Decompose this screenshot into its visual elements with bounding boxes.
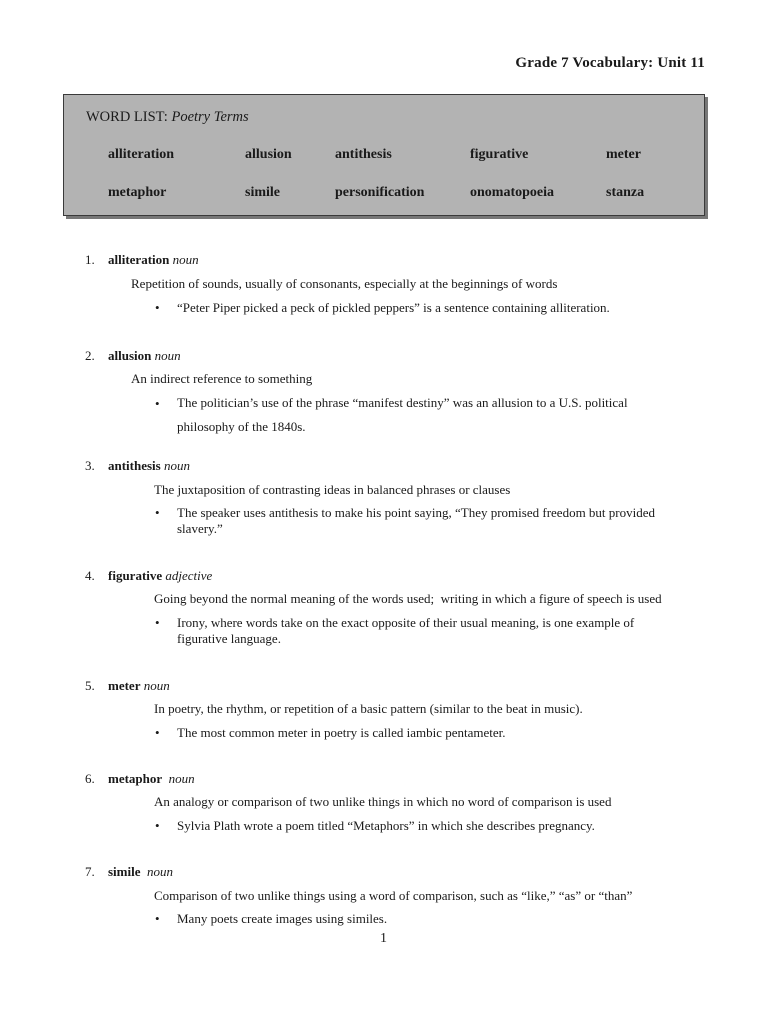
entry-term: allusion — [108, 348, 152, 363]
entry-heading — [108, 864, 173, 880]
word-list-box — [63, 94, 705, 216]
entry-term: alliteration — [108, 252, 170, 267]
entry-term: figurative — [108, 568, 163, 583]
entry-part-of-speech: noun — [147, 864, 173, 879]
entry-heading — [108, 252, 199, 268]
entry-definition: An indirect reference to something — [131, 371, 313, 386]
entry-heading — [108, 458, 190, 474]
entry-part-of-speech: noun — [143, 678, 170, 693]
entry-example: The speaker uses antithesis to make his point saying, “They promised freedom but provided slavery.” — [177, 505, 655, 536]
entry-term: metaphor — [108, 771, 163, 786]
entry-number: 4. — [85, 568, 95, 583]
bullet-icon: • — [155, 615, 160, 630]
entry-definition: In poetry, the rhythm, or repetition of a basic pattern (similar to the beat in music). — [154, 701, 583, 716]
entry-number: 6. — [85, 771, 95, 786]
entry-number: 1. — [85, 252, 95, 267]
bullet-icon: • — [155, 396, 160, 411]
entry-example: The politician’s use of the phrase “manifest destiny” was an allusion to a U.S. political philosophy of the 1840s. — [177, 395, 628, 434]
entry-term: antithesis — [108, 458, 161, 473]
bullet-icon: • — [155, 300, 160, 315]
word-list-item: stanza — [606, 185, 645, 200]
word-list-item: allusion — [245, 147, 292, 162]
word-list-item: alliteration — [108, 147, 175, 162]
entry-definition: An analogy or comparison of two unlike things in which no word of comparison is used — [154, 794, 612, 809]
word-list-item: antithesis — [335, 147, 392, 162]
word-list-label: WORD LIST: — [86, 109, 172, 125]
page-title: Grade 7 Vocabulary: Unit 11 — [515, 55, 705, 71]
bullet-icon: • — [155, 505, 160, 520]
bullet-icon: • — [155, 911, 160, 926]
word-list-item: figurative — [470, 147, 529, 162]
entry-term: simile — [108, 864, 141, 879]
entry-part-of-speech: noun — [154, 348, 181, 363]
entry-example: Sylvia Plath wrote a poem titled “Metaphors” in which she describes pregnancy. — [177, 818, 595, 833]
word-list-item: personification — [335, 185, 425, 200]
page-number: 1 — [380, 931, 387, 946]
entry-number: 3. — [85, 458, 95, 473]
entry-term: meter — [108, 678, 141, 693]
entry-example: The most common meter in poetry is called iambic pentameter. — [177, 725, 506, 740]
entry-number: 7. — [85, 864, 95, 879]
entry-heading — [108, 678, 170, 694]
word-list-item: simile — [245, 185, 280, 200]
entry-heading — [108, 771, 195, 787]
entry-example: “Peter Piper picked a peck of pickled peppers” is a sentence containing alliteration. — [177, 300, 610, 315]
entry-part-of-speech: noun — [172, 252, 199, 267]
entry-definition: The juxtaposition of contrasting ideas in balanced phrases or clauses — [154, 482, 511, 497]
entry-definition: Going beyond the normal meaning of the words used; writing in which a figure of speech is used — [154, 591, 662, 606]
entry-definition: Repetition of sounds, usually of consonants, especially at the beginnings of words — [131, 276, 558, 291]
entry-part-of-speech: noun — [163, 458, 190, 473]
entry-heading — [108, 568, 212, 584]
entry-part-of-speech: adjective — [165, 568, 213, 583]
word-list-subtitle: Poetry Terms — [171, 109, 249, 125]
entry-definition: Comparison of two unlike things using a word of comparison, such as “like,” “as” or “than” — [154, 888, 633, 903]
entry-heading — [108, 348, 181, 364]
entry-number: 2. — [85, 348, 95, 363]
word-list-heading — [86, 109, 249, 126]
entry-part-of-speech: noun — [168, 771, 195, 786]
bullet-icon: • — [155, 818, 160, 833]
word-list-item: meter — [606, 147, 641, 162]
entry-number: 5. — [85, 678, 95, 693]
bullet-icon: • — [155, 725, 160, 740]
word-list-item: onomatopoeia — [470, 185, 554, 200]
entry-example: Irony, where words take on the exact opposite of their usual meaning, is one example of figurative language. — [177, 615, 635, 646]
word-list-item: metaphor — [108, 185, 167, 200]
entry-example: Many poets create images using similes. — [177, 911, 388, 926]
